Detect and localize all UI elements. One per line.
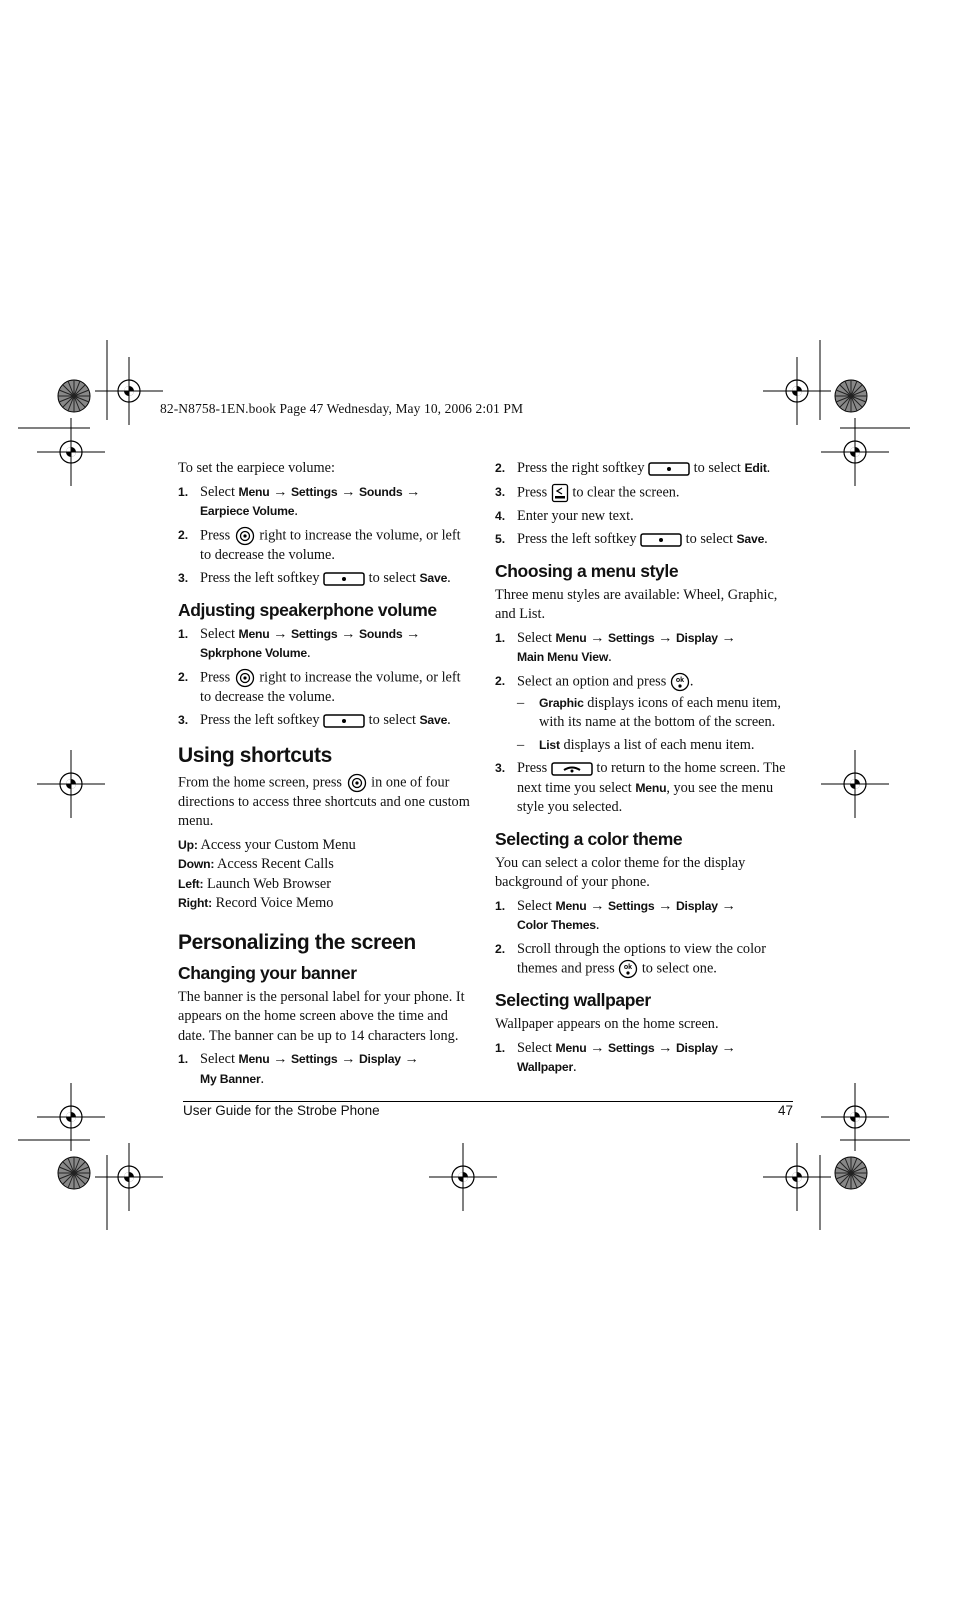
list-item: Right: Record Voice Memo bbox=[178, 895, 334, 911]
list-item: Up: Access your Custom Menu bbox=[178, 836, 356, 853]
ok-key-icon bbox=[618, 959, 638, 979]
section-heading: Personalizing the screen bbox=[178, 930, 416, 954]
list-item: 1. Select Menu → Settings → Display → My Banner. bbox=[178, 1051, 419, 1087]
list-item: 2. Press right to increase the volume, or left to decrease the volume. bbox=[178, 668, 461, 705]
list-item: 3. Press to clear the screen. bbox=[495, 483, 787, 503]
page-footer bbox=[183, 1101, 793, 1118]
list-item: 1. Select Menu → Settings → Sounds → Earpiece Volume. bbox=[178, 483, 421, 519]
navigation-key-icon bbox=[234, 526, 256, 546]
section-heading: Adjusting speakerphone volume bbox=[178, 599, 437, 620]
menu-steps bbox=[495, 629, 787, 818]
color-steps bbox=[495, 897, 787, 980]
list-item: 2. Press the right softkey to select Edit. bbox=[495, 460, 771, 476]
list-item: 3. Press the left softkey to select Save. bbox=[178, 712, 451, 728]
navigation-key-icon bbox=[346, 773, 368, 793]
list-item: – List displays a list of each menu item. bbox=[517, 736, 755, 753]
banner-steps-continued bbox=[495, 459, 787, 550]
list-item: 1. Select Menu → Settings → Sounds → Spkrphone Volume. bbox=[178, 625, 421, 661]
list-item: – Graphic displays icons of each menu item, with its name at the bottom of the screen. bbox=[517, 694, 781, 730]
list-item: 1. Select Menu → Settings → Display → Color Themes. bbox=[495, 897, 736, 933]
section-heading: Choosing a menu style bbox=[495, 560, 679, 581]
left-column bbox=[178, 459, 470, 1093]
svg-text:ok: ok bbox=[624, 964, 633, 971]
print-slug: 82-N8758-1EN.book Page 47 Wednesday, May 10, 2006 2:01 PM bbox=[160, 401, 524, 416]
left-softkey-icon bbox=[323, 713, 365, 729]
left-softkey-icon bbox=[640, 532, 682, 548]
earpiece-steps bbox=[178, 483, 470, 589]
list-item: 3. Press to return to the home screen. The next time you select Menu, you see the menu style you selected. bbox=[495, 760, 786, 815]
menu-option-list bbox=[517, 694, 787, 756]
list-item: 1. Select Menu → Settings → Display → Wallpaper. bbox=[495, 1039, 736, 1075]
list-item: 3. Press the left softkey to select Save. bbox=[178, 570, 451, 586]
section-heading: Selecting a color theme bbox=[495, 828, 683, 849]
section-heading: Using shortcuts bbox=[178, 743, 332, 767]
banner-text: The banner is the personal label for your phone. It appears on the home screen above the time and date. The banner can be up to 14 characters long. bbox=[178, 988, 465, 1044]
footer-title: User Guide for the Strobe Phone bbox=[183, 1103, 380, 1118]
color-text: You can select a color theme for the display background of your phone. bbox=[495, 854, 746, 890]
navigation-key-icon bbox=[234, 668, 256, 688]
banner-steps bbox=[178, 1050, 470, 1089]
wallpaper-text: Wallpaper appears on the home screen. bbox=[495, 1016, 719, 1032]
list-item: 4. Enter your new text. bbox=[495, 507, 634, 524]
end-key-icon bbox=[551, 761, 593, 777]
menu-text: Three menu styles are available: Wheel, Graphic, and List. bbox=[495, 586, 778, 622]
shortcut-list bbox=[178, 836, 470, 914]
left-softkey-icon bbox=[323, 571, 365, 587]
ok-key-icon bbox=[670, 672, 690, 692]
page-number: 47 bbox=[777, 1103, 793, 1118]
list-item: Left: Launch Web Browser bbox=[178, 875, 332, 892]
list-item: 2. Scroll through the options to view the color themes and press ok to select one. bbox=[495, 940, 787, 980]
wallpaper-steps bbox=[495, 1039, 787, 1078]
list-item: Down: Access Recent Calls bbox=[178, 856, 334, 872]
speaker-steps bbox=[178, 625, 470, 731]
shortcuts-text: From the home screen, press in one of four directions to access three shortcuts and one custom menu. bbox=[178, 773, 470, 829]
right-column bbox=[495, 459, 787, 1082]
earpiece-intro: To set the earpiece volume: bbox=[178, 460, 335, 476]
list-item: 2. Select an option and press ok . – Graphic displays icons of each menu item, with its name at the bottom of the screen. – List displays a list of each menu item. bbox=[495, 672, 787, 756]
back-key-icon bbox=[551, 483, 569, 503]
list-item: 5. Press the left softkey to select Save. bbox=[495, 531, 768, 547]
section-heading: Changing your banner bbox=[178, 962, 357, 983]
section-heading: Selecting wallpaper bbox=[495, 990, 651, 1010]
right-softkey-icon bbox=[648, 461, 690, 477]
list-item: 2. Press right to increase the volume, or left to decrease the volume. bbox=[178, 526, 461, 563]
list-item: 1. Select Menu → Settings → Display → Main Menu View. bbox=[495, 629, 736, 665]
svg-text:ok: ok bbox=[675, 676, 684, 684]
